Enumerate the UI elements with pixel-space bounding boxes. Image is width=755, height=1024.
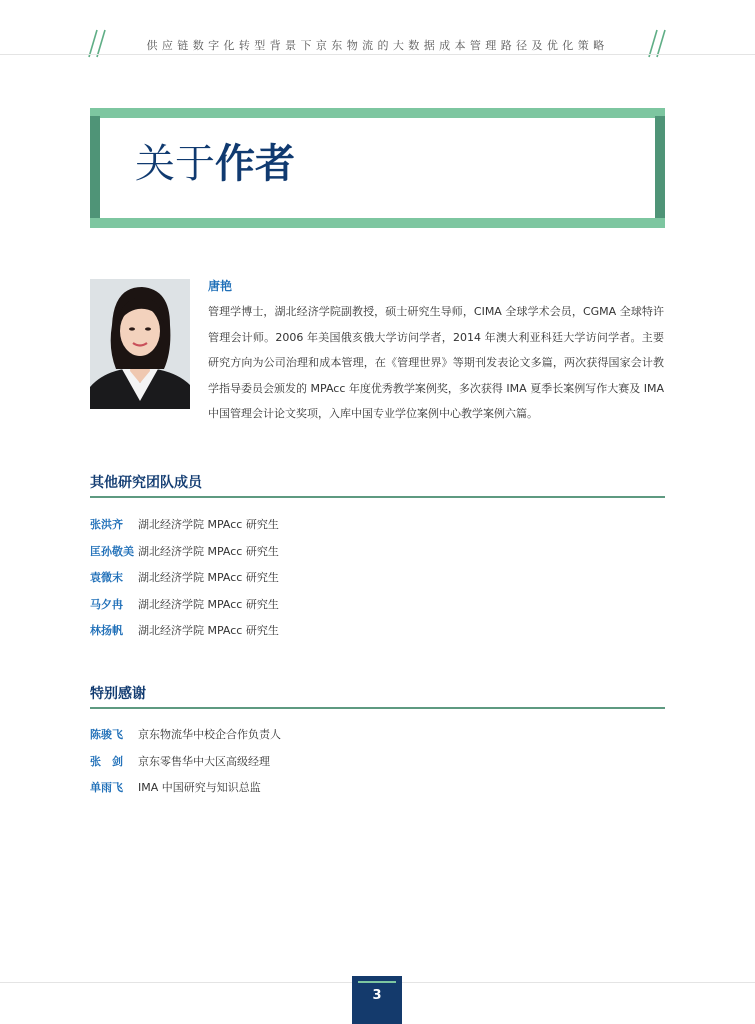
page-number: 3 [372, 988, 382, 1003]
team-member-role: 湖北经济学院 MPAcc 研究生 [138, 545, 279, 558]
page-title-part2: 作者 [215, 141, 295, 187]
team-member-name: 袁微末 [90, 571, 123, 584]
thanks-heading-rule [90, 707, 665, 709]
page-title-part1: 关于 [135, 141, 215, 187]
author-name: 唐艳 [208, 279, 233, 293]
team-heading: 其他研究团队成员 [90, 475, 202, 491]
title-frame-top [90, 108, 665, 118]
author-bio: 管理学博士，湖北经济学院副教授，硕士研究生导师，CIMA 全球学术会员，CGMA 全球特许管理会计师。2006 年美国俄亥俄大学访问学者，2014 年澳大利亚科廷大学访问学者。主要研究方向为公司治理和成本管理，在《管理世界》等期刊发表论文多篇，两次获得国家会计教学指导委员会颁发的 MPAcc 年度优秀教学案例奖，多次获得 IMA 夏季长案例写作大赛及 IMA 中国管理会计论文奖项，入库中国专业学位案例中心教学案例六篇。 [208, 305, 664, 420]
header-rule [0, 54, 755, 55]
team-member-name: 匡孙敬美 [90, 545, 134, 558]
team-heading-rule [90, 496, 665, 498]
thanks-person-role: IMA 中国研究与知识总监 [138, 781, 261, 794]
team-member-name: 张洪齐 [90, 518, 123, 531]
author-photo [90, 279, 190, 409]
team-member-name: 马夕冉 [90, 598, 123, 611]
title-frame-left [90, 116, 100, 220]
team-member-role: 湖北经济学院 MPAcc 研究生 [138, 624, 279, 637]
thanks-person-name: 单雨飞 [90, 781, 123, 794]
thanks-person-name: 张 剑 [90, 755, 123, 768]
team-member-role: 湖北经济学院 MPAcc 研究生 [138, 571, 279, 584]
thanks-person-name: 陈骏飞 [90, 728, 123, 741]
team-member-name: 林扬帆 [90, 624, 123, 637]
page-number-box [352, 976, 402, 1024]
title-frame-right [655, 116, 665, 220]
running-header-title: 供应链数字化转型背景下京东物流的大数据成本管理路径及优化策略 [146, 39, 609, 52]
team-member-role: 湖北经济学院 MPAcc 研究生 [138, 598, 279, 611]
thanks-person-role: 京东物流华中校企合作负责人 [138, 728, 281, 741]
thanks-person-role: 京东零售华中大区高级经理 [138, 755, 270, 768]
team-member-role: 湖北经济学院 MPAcc 研究生 [138, 518, 279, 531]
page-title [135, 142, 295, 186]
page-number-accent [358, 981, 396, 983]
thanks-heading: 特别感谢 [90, 686, 146, 702]
title-frame-bottom [90, 218, 665, 228]
